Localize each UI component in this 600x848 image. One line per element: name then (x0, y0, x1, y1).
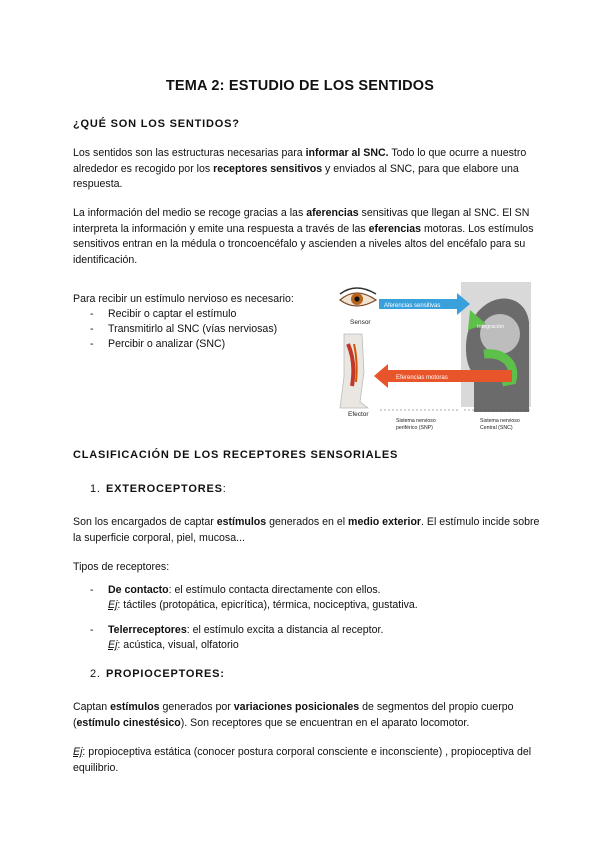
list-item: - Transmitirlo al SNC (vías nerviosas) (90, 323, 278, 335)
paragraph-exteroceptores: Son los encargados de captar estímulos generados en el medio exterior. El estímulo incide sobre la superficie corporal, piel, mucosa... (73, 516, 540, 544)
sensory-pathway-diagram (334, 282, 531, 440)
section-heading-que-son: ¿QUÉ SON LOS SENTIDOS? (73, 118, 240, 130)
list-item: - Percibir o analizar (SNC) (90, 338, 226, 350)
list-item: - Recibir o captar el estímulo (90, 308, 237, 320)
ejemplo-contacto: Ej: táctiles (protopática, epicrítica), térmica, nociceptiva, gustativa. (108, 599, 418, 611)
tipos-receptores: Tipos de receptores: (73, 561, 170, 573)
label-snc-1: Sistema nervioso (480, 418, 520, 424)
ejemplo-telerreceptores: Ej: acústica, visual, olfatorio (108, 639, 239, 651)
paragraph-definicion: Los sentidos son las estructuras necesarias para informar al SNC. Todo lo que ocurre a nuestro alrededor es recogido por los receptores sensitivos y enviados al SNC, para que elabore una respuesta. (73, 147, 527, 190)
svg-text:Eferencias motoras: Eferencias motoras (396, 375, 448, 381)
paragraph-propioceptores: Captan estímulos generados por variaciones posicionales de segmentos del propio cuerpo (estímulo cinestésico). Son receptores que se encuentran en el aparato locomotor. (73, 701, 514, 729)
label-snp-2: periférico (SNP) (396, 425, 433, 431)
brain-icon (480, 314, 520, 354)
subheading-exteroceptores: 1. EXTEROCEPTORES: (90, 483, 227, 495)
label-snp-1: Sistema nervioso (396, 418, 436, 424)
section-heading-clasificacion: CLASIFICACIÓN DE LOS RECEPTORES SENSORIALES (73, 449, 399, 461)
label-efector: Efector (348, 411, 369, 418)
svg-text:Aferencias sensitivas: Aferencias sensitivas (384, 303, 441, 309)
label-snc-2: Central (SNC) (480, 425, 513, 431)
label-sensor: Sensor (350, 319, 371, 326)
page-title: TEMA 2: ESTUDIO DE LOS SENTIDOS (165, 78, 435, 94)
list-item-contacto: - De contacto: el estímulo contacta directamente con ellos. (90, 584, 381, 596)
paragraph-aferencias: La información del medio se recoge gracias a las aferencias sensitivas que llegan al SNC. El SN interpreta la información y emite una respuesta a través de las eferencias motoras. Los estímulos sensitivos entran en la médula o troncoencéfalo y ascienden a niveles altos del encéfalo para su identificación. (73, 207, 534, 266)
list-item-telerreceptores: - Telerreceptores: el estímulo excita a distancia al receptor. (90, 624, 384, 636)
label-integracion: Integración (477, 324, 505, 330)
ejemplo-propioceptores: Ej: propioceptiva estática (conocer postura corporal consciente e inconsciente) , propioceptiva del equilibrio. (73, 746, 532, 774)
paragraph-requisitos: Para recibir un estímulo nervioso es necesario: (73, 293, 294, 305)
subheading-propioceptores: 2. PROPIOCEPTORES: (90, 668, 225, 680)
